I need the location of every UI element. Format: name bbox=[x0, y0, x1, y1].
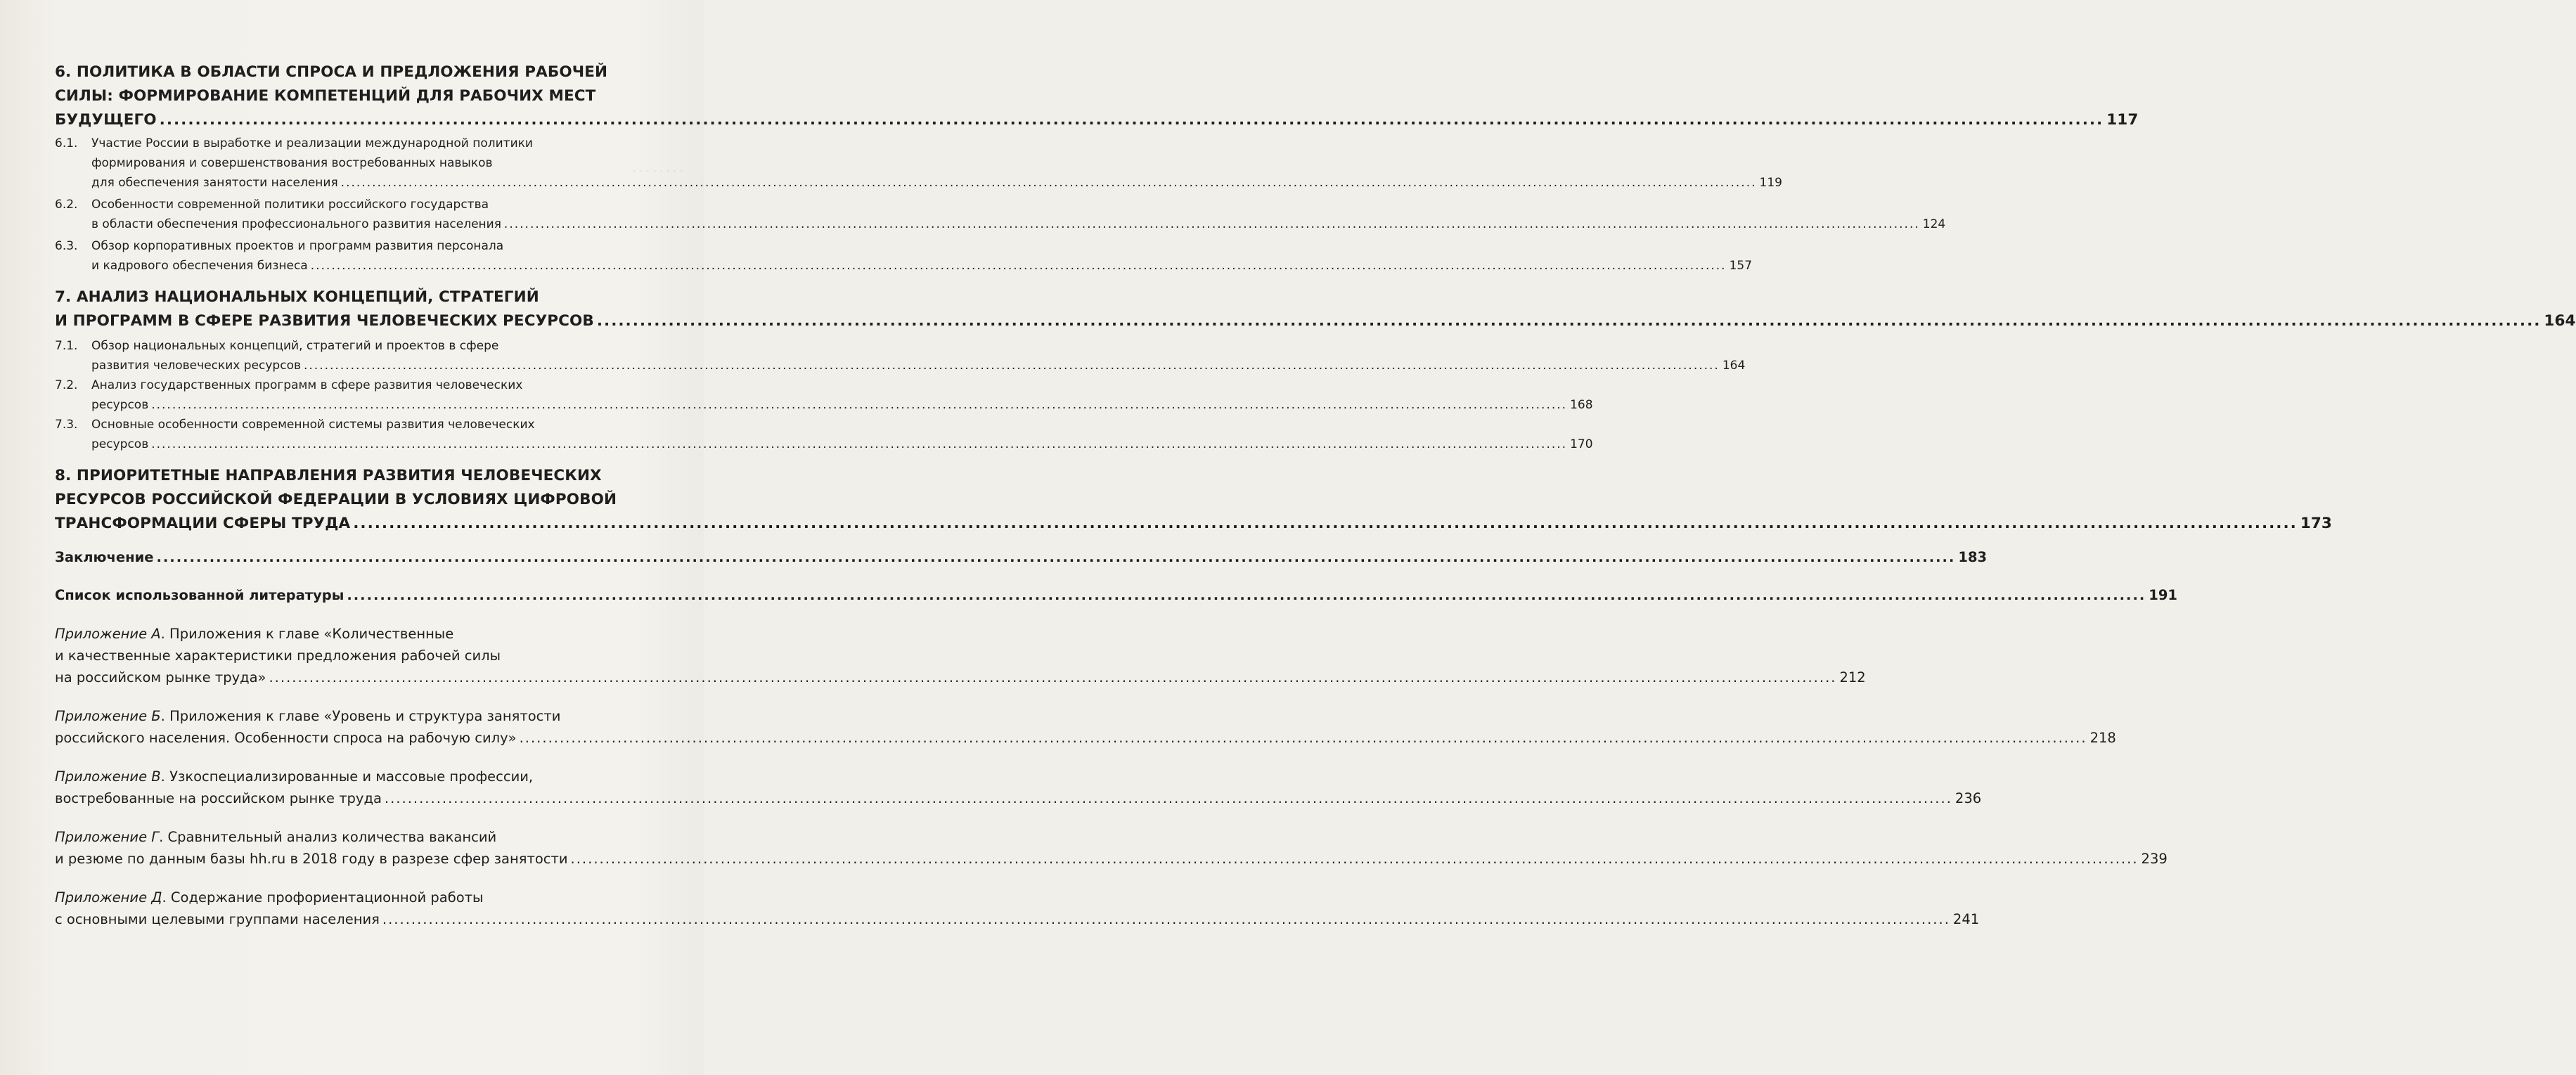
appendix-title-line: Приложение А. Приложения к главе «Количественные bbox=[55, 626, 454, 642]
page-number: 164 bbox=[2544, 312, 2576, 330]
page-number: 164 bbox=[1722, 359, 1746, 373]
section-number: 7.2. bbox=[55, 378, 78, 392]
references-entry[interactable] bbox=[55, 585, 2177, 606]
appendix-a-entry[interactable] bbox=[55, 623, 1866, 688]
dot-leader bbox=[151, 395, 1567, 415]
chapter-title-line: БУДУЩЕГО bbox=[55, 111, 157, 129]
appendix-g-entry[interactable] bbox=[55, 826, 2168, 870]
page-number: 157 bbox=[1729, 259, 1753, 273]
section-title-line: формирования и совершенствования востребованных навыков bbox=[91, 156, 493, 170]
chapter-title-line: 8. ПРИОРИТЕТНЫЕ НАПРАВЛЕНИЯ РАЗВИТИЯ ЧЕЛОВЕЧЕСКИХ bbox=[55, 467, 602, 484]
page-number: 218 bbox=[2089, 730, 2116, 746]
appendix-d-entry[interactable] bbox=[55, 887, 1980, 930]
dot-leader bbox=[269, 667, 1836, 688]
section-number: 6.2. bbox=[55, 198, 78, 212]
chapter-title-line: 6. ПОЛИТИКА В ОБЛАСТИ СПРОСА И ПРЕДЛОЖЕНИЯ РАБОЧЕЙ bbox=[55, 63, 608, 81]
dot-leader bbox=[341, 173, 1757, 193]
section-title-line: развития человеческих ресурсов bbox=[91, 359, 301, 373]
dot-leader bbox=[156, 547, 1955, 568]
section-number: 6.1. bbox=[55, 136, 78, 150]
show-through: . . . . . . . . bbox=[633, 162, 683, 174]
page-number: 117 bbox=[2106, 111, 2139, 129]
section-7-2[interactable] bbox=[55, 375, 1593, 415]
chapter-title-line: 7. АНАЛИЗ НАЦИОНАЛЬНЫХ КОНЦЕПЦИЙ, СТРАТЕГИЙ bbox=[55, 288, 539, 306]
page-number: 173 bbox=[2300, 515, 2332, 532]
dot-leader bbox=[151, 434, 1567, 454]
chapter-title-line: ТРАНСФОРМАЦИИ СФЕРЫ ТРУДА bbox=[55, 515, 351, 532]
appendix-b-entry[interactable] bbox=[55, 705, 2116, 749]
section-number: 7.1. bbox=[55, 339, 78, 353]
table-of-contents bbox=[55, 60, 2576, 930]
page-number: 170 bbox=[1570, 437, 1593, 451]
appendix-title-line: и качественные характеристики предложения рабочей силы bbox=[55, 648, 501, 664]
chapter-title-line: И ПРОГРАММ В СФЕРЕ РАЗВИТИЯ ЧЕЛОВЕЧЕСКИХ РЕСУРСОВ bbox=[55, 312, 594, 330]
appendix-label: Приложение А bbox=[55, 626, 161, 642]
appendix-label: Приложение Д bbox=[55, 889, 162, 906]
page-number: 183 bbox=[1958, 549, 1988, 565]
section-title-line: Обзор национальных концепций, стратегий и проектов в сфере bbox=[91, 339, 499, 353]
chapter-6-heading[interactable] bbox=[55, 60, 2139, 132]
section-title-line: для обеспечения занятости населения bbox=[91, 176, 338, 190]
section-7-3[interactable] bbox=[55, 415, 1593, 454]
page-number: 168 bbox=[1570, 398, 1593, 412]
dot-leader bbox=[571, 848, 2139, 870]
appendix-title-line: Приложение В. Узкоспециализированные и массовые профессии, bbox=[55, 768, 534, 785]
appendix-label: Приложение Б bbox=[55, 708, 161, 724]
appendix-title-line: Приложение Д. Содержание профориентационной работы bbox=[55, 889, 484, 906]
page-number: 212 bbox=[1839, 669, 1866, 685]
appendix-title-line: с основными целевыми группами населения bbox=[55, 911, 380, 927]
section-title-line: и кадрового обеспечения бизнеса bbox=[91, 259, 308, 273]
dot-leader bbox=[304, 356, 1720, 375]
dot-leader bbox=[504, 214, 1920, 234]
appendix-v-entry[interactable] bbox=[55, 766, 1982, 809]
section-6-2[interactable] bbox=[55, 195, 1946, 234]
section-7-1[interactable] bbox=[55, 336, 1746, 375]
dot-leader bbox=[597, 309, 2542, 333]
section-title-line: Обзор корпоративных проектов и программ развития персонала bbox=[91, 239, 504, 253]
dot-leader bbox=[311, 256, 1727, 276]
section-number: 6.3. bbox=[55, 239, 78, 253]
appendix-title-line: востребованные на российском рынке труда bbox=[55, 790, 382, 806]
page-number: 119 bbox=[1759, 176, 1782, 190]
section-title-line: ресурсов bbox=[91, 398, 149, 412]
appendix-label: Приложение В bbox=[55, 768, 161, 785]
appendix-title-line: российского населения. Особенности спроса на рабочую силу» bbox=[55, 730, 517, 746]
dot-leader bbox=[353, 512, 2298, 536]
chapter-title-line: РЕСУРСОВ РОССИЙСКОЙ ФЕДЕРАЦИИ В УСЛОВИЯХ ЦИФРОВОЙ bbox=[55, 491, 617, 508]
entry-title: Заключение bbox=[55, 549, 154, 565]
section-title-line: в области обеспечения профессионального развития населения bbox=[91, 217, 501, 231]
conclusion-entry[interactable] bbox=[55, 547, 1988, 568]
chapter-8-heading[interactable] bbox=[55, 464, 2332, 536]
page-number: 236 bbox=[1954, 790, 1982, 806]
appendix-title-line: Приложение Г. Сравнительный анализ количества вакансий bbox=[55, 829, 497, 845]
appendix-label: Приложение Г bbox=[55, 829, 160, 845]
page-number: 239 bbox=[2141, 851, 2168, 867]
page-number: 191 bbox=[2149, 587, 2177, 603]
section-6-3[interactable] bbox=[55, 236, 1753, 276]
dot-leader bbox=[382, 908, 1950, 930]
entry-title: Список использованной литературы bbox=[55, 587, 344, 603]
appendix-title-line: на российском рынке труда» bbox=[55, 669, 266, 685]
section-title-line: Особенности современной политики российского государства bbox=[91, 198, 489, 212]
dot-leader bbox=[385, 787, 1952, 809]
section-title-line: Анализ государственных программ в сфере развития человеческих bbox=[91, 378, 523, 392]
section-6-1[interactable] bbox=[55, 134, 1782, 193]
section-title-line: ресурсов bbox=[91, 437, 149, 451]
dot-leader bbox=[347, 585, 2146, 606]
section-number: 7.3. bbox=[55, 418, 78, 432]
section-title-line: Участие России в выработке и реализации международной политики bbox=[91, 136, 533, 150]
section-title-line: Основные особенности современной системы развития человеческих bbox=[91, 418, 535, 432]
chapter-7-heading[interactable] bbox=[55, 285, 2576, 333]
appendix-title-line: и резюме по данным базы hh.ru в 2018 году в разрезе сфер занятости bbox=[55, 851, 568, 867]
page-number: 124 bbox=[1922, 217, 1946, 231]
dot-leader bbox=[160, 108, 2104, 132]
dot-leader bbox=[520, 727, 2087, 749]
appendix-title-line: Приложение Б. Приложения к главе «Уровень и структура занятости bbox=[55, 708, 561, 724]
page-number: 241 bbox=[1952, 911, 1980, 927]
chapter-title-line: СИЛЫ: ФОРМИРОВАНИЕ КОМПЕТЕНЦИЙ ДЛЯ РАБОЧИХ МЕСТ bbox=[55, 87, 596, 105]
